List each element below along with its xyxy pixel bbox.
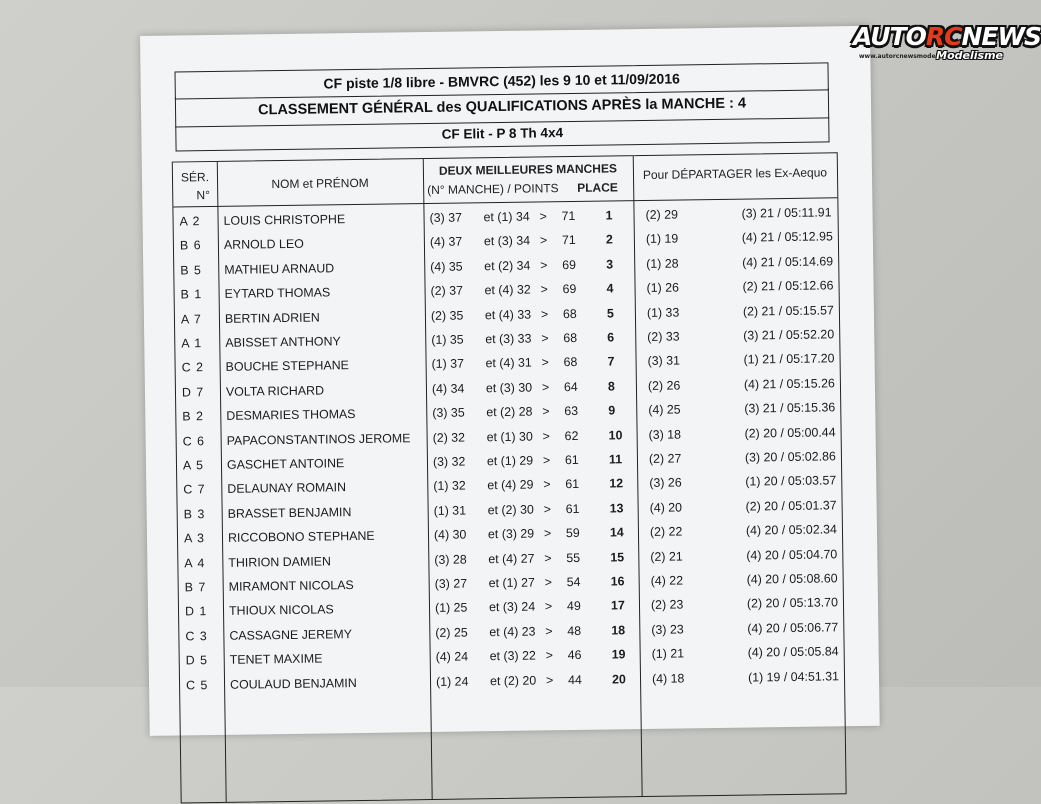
cell-ex1: (1) 19 bbox=[645, 231, 679, 247]
cell-ser: A 5 bbox=[182, 458, 205, 473]
cell-ex1: (3) 18 bbox=[648, 427, 682, 442]
cell-tot: 61 bbox=[564, 452, 579, 468]
cell-m1: (3) 32 bbox=[432, 454, 466, 469]
cell-ex2: (3) 21 / 05:11.91 bbox=[741, 205, 832, 221]
cell-tot: 49 bbox=[566, 599, 581, 614]
cell-name: BERTIN ADRIEN bbox=[224, 310, 320, 326]
cell-ex2: (4) 21 / 05:12.95 bbox=[741, 229, 833, 246]
cell-tot: 61 bbox=[565, 477, 580, 492]
cell-ser: A 7 bbox=[180, 311, 202, 327]
cell-m2: et (1) 27 bbox=[488, 575, 535, 591]
results-table bbox=[172, 152, 847, 803]
cell-m2: et (4) 23 bbox=[489, 624, 536, 639]
cell-ex2: (1) 19 / 04:51.31 bbox=[747, 668, 840, 685]
cell-tot: 64 bbox=[563, 379, 578, 394]
cell-name: LOUIS CHRISTOPHE bbox=[223, 212, 346, 228]
cell-m2: et (2) 28 bbox=[486, 404, 533, 420]
cell-m2: et (4) 29 bbox=[487, 477, 534, 493]
ranking-title: CLASSEMENT GÉNÉRAL des QUALIFICATIONS APRÈS la MANCHE : 4 bbox=[175, 88, 829, 127]
cell-m2: et (3) 29 bbox=[487, 526, 535, 542]
cell-ser: B 5 bbox=[180, 262, 202, 278]
cell-m1: (1) 32 bbox=[433, 478, 466, 494]
cell-ex2: (3) 21 / 05:15.36 bbox=[744, 400, 836, 416]
results-sheet bbox=[140, 26, 880, 736]
cell-gt: > bbox=[543, 477, 551, 492]
cell-place: 14 bbox=[609, 525, 624, 540]
cell-ex2: (3) 21 / 05:52.20 bbox=[743, 327, 835, 343]
cell-m1: (3) 35 bbox=[432, 405, 465, 421]
cell-name: EYTARD THOMAS bbox=[224, 285, 331, 302]
cell-ser: A 2 bbox=[179, 214, 201, 229]
cell-ser: A 4 bbox=[184, 555, 206, 571]
cell-ex2: (2) 20 / 05:01.37 bbox=[745, 498, 837, 514]
cell-tot: 46 bbox=[567, 648, 582, 663]
cell-gt: > bbox=[541, 380, 550, 395]
cell-m1: (4) 30 bbox=[433, 527, 467, 543]
cell-ex1: (4) 20 bbox=[649, 500, 683, 515]
cell-gt: > bbox=[545, 648, 554, 663]
cell-place: 4 bbox=[606, 281, 614, 296]
cell-name: DELAUNAY ROMAIN bbox=[227, 480, 347, 497]
cell-ex2: (4) 20 / 05:08.60 bbox=[746, 571, 838, 587]
cell-place: 10 bbox=[608, 427, 623, 443]
cell-m2: et (4) 31 bbox=[485, 355, 532, 371]
cell-ex2: (1) 20 / 05:03.57 bbox=[745, 473, 837, 489]
cell-ex1: (2) 22 bbox=[649, 524, 683, 540]
cell-place: 16 bbox=[610, 574, 625, 589]
cell-name: THIOUX NICOLAS bbox=[228, 602, 334, 619]
cell-ser: C 6 bbox=[182, 433, 206, 449]
cell-m1: (4) 34 bbox=[431, 381, 465, 396]
cell-name: THIRION DAMIEN bbox=[228, 553, 332, 570]
cell-ex1: (3) 31 bbox=[647, 353, 681, 369]
cell-m1: (4) 37 bbox=[429, 234, 463, 250]
cell-ser: A 1 bbox=[181, 336, 203, 351]
cell-ex1: (1) 33 bbox=[646, 305, 680, 320]
cell-place: 12 bbox=[609, 476, 624, 491]
cell-m1: (4) 24 bbox=[435, 649, 469, 665]
cell-name: ARNOLD LEO bbox=[223, 237, 304, 253]
cell-name: CASSAGNE JEREMY bbox=[229, 626, 353, 643]
cell-ser: C 3 bbox=[185, 628, 208, 644]
cell-ex1: (2) 21 bbox=[650, 549, 683, 564]
cell-gt: > bbox=[541, 355, 549, 370]
cell-gt: > bbox=[541, 331, 549, 346]
cell-ser: B 1 bbox=[180, 287, 203, 302]
cell-m2: et (1) 29 bbox=[486, 453, 534, 469]
cell-name: VOLTA RICHARD bbox=[225, 383, 325, 399]
cell-tot: 54 bbox=[566, 574, 581, 590]
cell-m1: (2) 25 bbox=[435, 625, 468, 640]
cell-ex1: (4) 25 bbox=[648, 402, 681, 418]
cell-ser: B 2 bbox=[182, 409, 205, 424]
cell-m2: et (3) 24 bbox=[488, 599, 536, 615]
cell-tot: 68 bbox=[562, 306, 577, 321]
cell-place: 11 bbox=[608, 452, 623, 467]
cell-ser: A 3 bbox=[183, 531, 206, 546]
cell-ex1: (2) 26 bbox=[647, 378, 681, 393]
col-header-best-sub: (N° MANCHE) / POINTS bbox=[427, 181, 559, 198]
cell-ex2: (4) 20 / 05:05.84 bbox=[747, 644, 839, 660]
cell-tot: 69 bbox=[562, 257, 577, 272]
cell-ex2: (4) 21 / 05:15.26 bbox=[743, 376, 835, 392]
col-header-tie: Pour DÉPARTAGER les Ex-Aequo bbox=[642, 165, 828, 182]
cell-gt: > bbox=[540, 258, 548, 273]
cell-ser: B 6 bbox=[179, 238, 202, 253]
cell-ex1: (2) 33 bbox=[647, 329, 680, 344]
cell-ser: C 2 bbox=[181, 360, 205, 375]
cell-ex2: (2) 21 / 05:12.66 bbox=[742, 278, 834, 294]
cell-m2: et (4) 33 bbox=[484, 307, 532, 322]
cell-gt: > bbox=[540, 306, 549, 322]
cell-place: 3 bbox=[606, 257, 614, 272]
cell-gt: > bbox=[539, 233, 548, 248]
cell-tot: 68 bbox=[563, 355, 578, 370]
cell-place: 8 bbox=[607, 379, 615, 394]
cell-m1: (1) 35 bbox=[431, 332, 464, 347]
cell-m1: (1) 25 bbox=[434, 600, 468, 616]
cell-m1: (1) 24 bbox=[435, 674, 469, 689]
col-header-name: NOM et PRÉNOM bbox=[271, 175, 369, 192]
cell-place: 6 bbox=[607, 330, 615, 345]
cell-tot: 44 bbox=[567, 672, 582, 687]
cell-gt: > bbox=[545, 624, 553, 639]
cell-m2: et (1) 30 bbox=[486, 429, 533, 444]
cell-ex2: (1) 21 / 05:17.20 bbox=[743, 351, 835, 367]
cell-name: DESMARIES THOMAS bbox=[226, 407, 356, 424]
col-header-best: DEUX MEILLEURES MANCHES bbox=[438, 161, 617, 178]
cell-gt: > bbox=[540, 282, 548, 297]
cell-ex1: (2) 27 bbox=[648, 451, 682, 466]
cell-m1: (3) 27 bbox=[434, 576, 468, 591]
cell-name: RICCOBONO STEPHANE bbox=[227, 528, 375, 546]
cell-ex1: (2) 23 bbox=[650, 597, 684, 613]
cell-ex2: (4) 20 / 05:02.34 bbox=[745, 522, 837, 538]
cell-tot: 68 bbox=[563, 330, 578, 346]
cell-name: COULAUD BENJAMIN bbox=[229, 675, 357, 692]
cell-place: 18 bbox=[611, 623, 626, 638]
cell-ex1: (3) 26 bbox=[649, 475, 682, 491]
cell-ex2: (2) 20 / 05:00.44 bbox=[744, 424, 836, 441]
cell-ex2: (4) 20 / 05:04.70 bbox=[746, 546, 838, 563]
cell-place: 2 bbox=[605, 232, 613, 247]
cell-gt: > bbox=[542, 428, 550, 444]
cell-m1: (4) 35 bbox=[430, 259, 463, 274]
cell-m1: (3) 37 bbox=[429, 210, 463, 225]
col-header-place: PLACE bbox=[577, 180, 618, 195]
cell-gt: > bbox=[539, 209, 547, 224]
cell-ex2: (2) 21 / 05:15.57 bbox=[742, 302, 834, 319]
cell-place: 1 bbox=[605, 208, 613, 223]
cell-ex1: (1) 21 bbox=[651, 646, 685, 662]
cell-m1: (1) 37 bbox=[431, 356, 465, 372]
cell-m1: (2) 37 bbox=[430, 283, 464, 299]
cell-gt: > bbox=[544, 599, 553, 614]
cell-ser: C 7 bbox=[183, 482, 206, 497]
cell-m2: et (1) 34 bbox=[483, 209, 530, 225]
cell-m1: (2) 32 bbox=[432, 430, 466, 445]
cell-ex1: (4) 18 bbox=[651, 671, 685, 686]
cell-ser: D 7 bbox=[181, 384, 205, 400]
cell-m2: et (3) 33 bbox=[485, 331, 532, 347]
cell-ex1: (2) 29 bbox=[645, 207, 679, 222]
cell-ex1: (3) 23 bbox=[651, 622, 684, 637]
cell-m1: (3) 28 bbox=[434, 552, 467, 567]
cell-name: BRASSET BENJAMIN bbox=[227, 504, 352, 521]
cell-m1: (1) 31 bbox=[433, 503, 467, 518]
col-header-ser: SÉR. bbox=[180, 170, 210, 185]
cell-place: 9 bbox=[608, 403, 616, 418]
cell-m2: et (2) 20 bbox=[489, 673, 537, 688]
cell-place: 15 bbox=[610, 549, 625, 565]
cell-m1: (2) 35 bbox=[430, 308, 464, 323]
cell-tot: 55 bbox=[566, 550, 581, 565]
cell-place: 19 bbox=[611, 647, 626, 662]
cell-tot: 63 bbox=[564, 404, 579, 419]
cell-tot: 71 bbox=[561, 208, 576, 224]
cell-m2: et (3) 30 bbox=[485, 380, 533, 396]
cell-gt: > bbox=[542, 453, 551, 468]
cell-gt: > bbox=[543, 526, 552, 541]
cell-ser: B 7 bbox=[184, 580, 207, 595]
cell-ex2: (3) 20 / 05:02.86 bbox=[744, 449, 836, 465]
cell-gt: > bbox=[544, 575, 553, 590]
cell-tot: 61 bbox=[565, 501, 580, 516]
cell-tot: 48 bbox=[567, 623, 582, 638]
cell-name: ABISSET ANTHONY bbox=[225, 334, 341, 350]
cell-name: TENET MAXIME bbox=[229, 651, 323, 667]
cell-ex1: (1) 26 bbox=[646, 280, 680, 296]
cell-ex1: (1) 28 bbox=[646, 256, 679, 271]
cell-name: GASCHET ANTOINE bbox=[226, 456, 345, 472]
cell-ser: D 5 bbox=[185, 653, 209, 668]
cell-place: 7 bbox=[607, 354, 615, 369]
cell-ex2: (4) 20 / 05:06.77 bbox=[747, 620, 839, 636]
cell-ex2: (2) 20 / 05:13.70 bbox=[746, 595, 839, 611]
cell-gt: > bbox=[542, 404, 550, 419]
cell-m2: et (4) 32 bbox=[484, 282, 531, 298]
cell-m2: et (4) 27 bbox=[488, 551, 535, 566]
cell-ser: B 3 bbox=[183, 506, 206, 522]
cell-gt: > bbox=[545, 672, 554, 687]
cell-place: 17 bbox=[610, 598, 625, 613]
cell-place: 13 bbox=[609, 501, 624, 516]
cell-ser: C 5 bbox=[185, 677, 209, 693]
cell-ser: D 1 bbox=[184, 604, 208, 619]
autorcnews-logo: AUTORCNEWS www.autorcnewsmodelisme.fr Modelisme bbox=[853, 22, 1041, 62]
cell-tot: 59 bbox=[565, 526, 580, 541]
cell-name: MATHIEU ARNAUD bbox=[224, 261, 335, 277]
cell-m2: et (2) 34 bbox=[484, 258, 531, 274]
cell-ex2: (4) 21 / 05:14.69 bbox=[742, 254, 834, 270]
cell-m2: et (3) 22 bbox=[489, 648, 536, 664]
cell-name: MIRAMONT NICOLAS bbox=[228, 578, 354, 594]
cell-tot: 69 bbox=[562, 282, 577, 297]
event-title: CF piste 1/8 libre - BMVRC (452) les 9 10 et 11/09/2016 bbox=[174, 62, 828, 99]
cell-gt: > bbox=[543, 502, 551, 517]
cell-ex1: (4) 22 bbox=[650, 573, 684, 588]
cell-place: 5 bbox=[606, 306, 614, 321]
cell-place: 20 bbox=[611, 671, 626, 687]
cell-m2: et (2) 30 bbox=[487, 502, 534, 517]
category-title: CF Elit - P 8 Th 4x4 bbox=[175, 117, 829, 151]
col-header-ser-n: N° bbox=[196, 188, 211, 203]
cell-name: PAPACONSTANTINOS JEROME bbox=[226, 430, 411, 448]
cell-tot: 62 bbox=[564, 428, 579, 443]
cell-tot: 71 bbox=[561, 233, 576, 248]
cell-gt: > bbox=[544, 550, 552, 565]
cell-m2: et (3) 34 bbox=[483, 233, 531, 249]
cell-name: BOUCHE STEPHANE bbox=[225, 358, 349, 375]
